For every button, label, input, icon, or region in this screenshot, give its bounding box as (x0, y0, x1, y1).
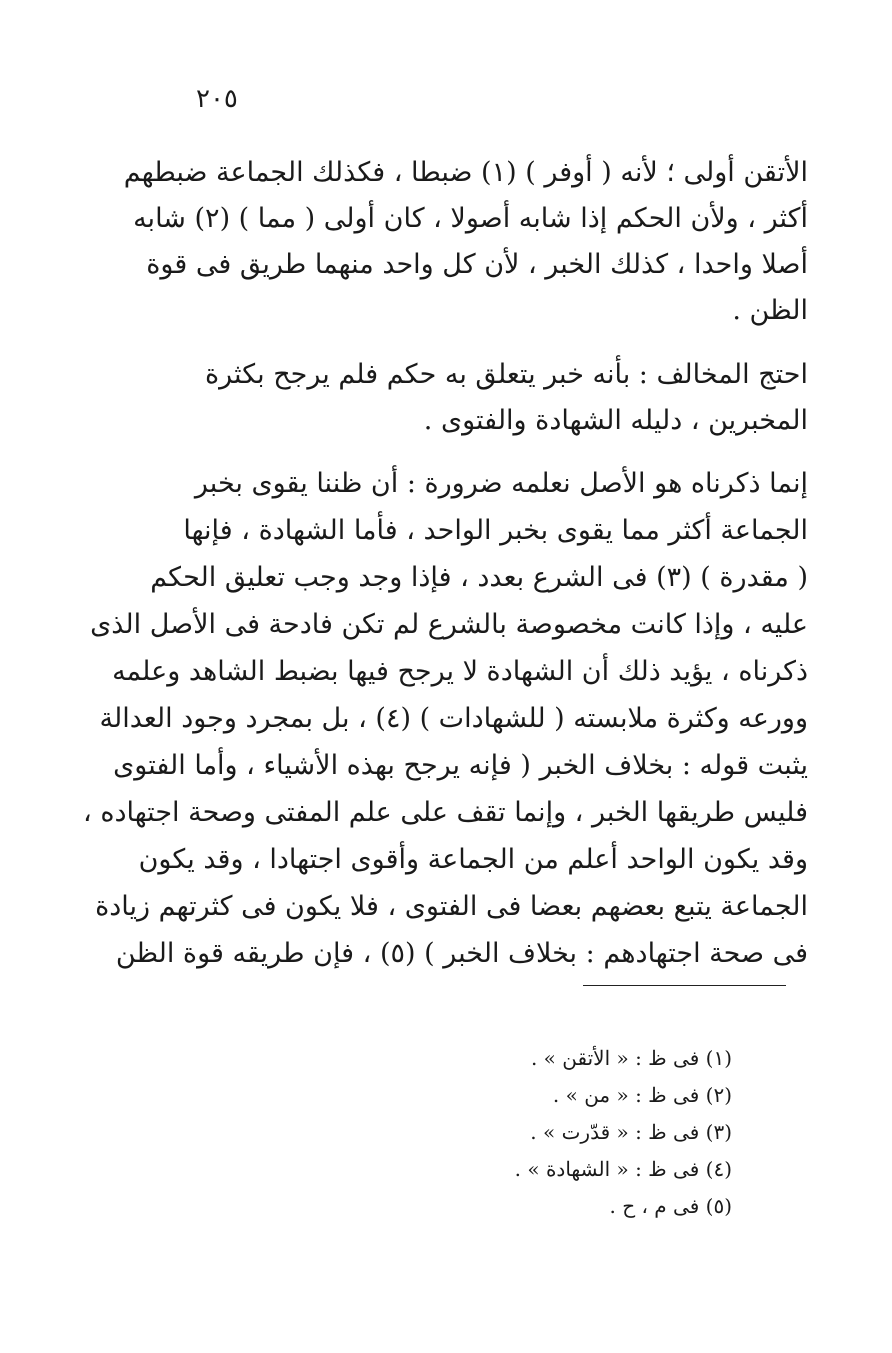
text-line: الجماعة أكثر مما يقوى بخبر الواحد ، فأما الشهادة ، فإنها (183, 515, 808, 546)
text-line: المخبرين ، دليله الشهادة والفتوى . (423, 405, 808, 436)
paragraph-3 (83, 460, 808, 977)
text-line: وقد يكون الواحد أعلم من الجماعة وأقوى اجتهادا ، وقد يكون (138, 844, 808, 875)
paragraph-1 (123, 150, 808, 334)
footnotes (312, 1040, 732, 1225)
footnote: (٢) فى ظ : « من » . (552, 1083, 732, 1107)
text-line: أكثر ، ولأن الحكم إذا شابه أصولا ، كان أولى ( مما ) (٢) شابه (133, 203, 808, 234)
text-line: ذكرناه ، يؤيد ذلك أن الشهادة لا يرجح فيها بضبط الشاهد وعلمه (112, 656, 808, 687)
footnote: (١) فى ظ : « الأتقن » . (530, 1046, 732, 1070)
text-line: وورعه وكثرة ملابسته ( للشهادات ) (٤) ، بل بمجرد وجود العدالة (99, 703, 808, 734)
text-line: يثبت قوله : بخلاف الخبر ( فإنه يرجح بهذه الأشياء ، وأما الفتوى (113, 750, 808, 781)
text-line: عليه ، وإذا كانت مخصوصة بالشرع لم تكن فادحة فى الأصل الذى (90, 609, 808, 640)
footnote-divider (583, 985, 786, 986)
footnote: (٥) فى م ، ح . (609, 1194, 732, 1218)
text-line: فى صحة اجتهادهم : بخلاف الخبر ) (٥) ، فإن طريقه قوة الظن (115, 938, 808, 969)
text-line: الظن . (732, 295, 808, 326)
footnote: (٣) فى ظ : « قدّرت » . (530, 1120, 732, 1144)
paragraph-2 (168, 352, 808, 444)
page-number: ٢٠٥ (196, 84, 238, 114)
text-line: الأتقن أولى ؛ لأنه ( أوفر ) (١) ضبطا ، فكذلك الجماعة ضبطهم (123, 157, 808, 188)
text-line: الجماعة يتبع بعضهم بعضا فى الفتوى ، فلا يكون فى كثرتهم زيادة (95, 891, 808, 922)
text-line: أصلا واحدا ، كذلك الخبر ، لأن كل واحد منهما طريق فى قوة (146, 249, 808, 280)
text-line: فليس طريقها الخبر ، وإنما تقف على علم المفتى وصحة اجتهاده ، (83, 797, 808, 828)
text-line: إنما ذكرناه هو الأصل نعلمه ضرورة : أن ظننا يقوى بخبر (194, 468, 808, 499)
text-line: احتج المخالف : بأنه خبر يتعلق به حكم فلم يرجح بكثرة (205, 359, 808, 390)
text-line: ( مقدرة ) (٣) فى الشرع بعدد ، فإذا وجد وجب تعليق الحكم (150, 562, 808, 593)
footnote: (٤) فى ظ : « الشهادة » . (514, 1157, 732, 1181)
